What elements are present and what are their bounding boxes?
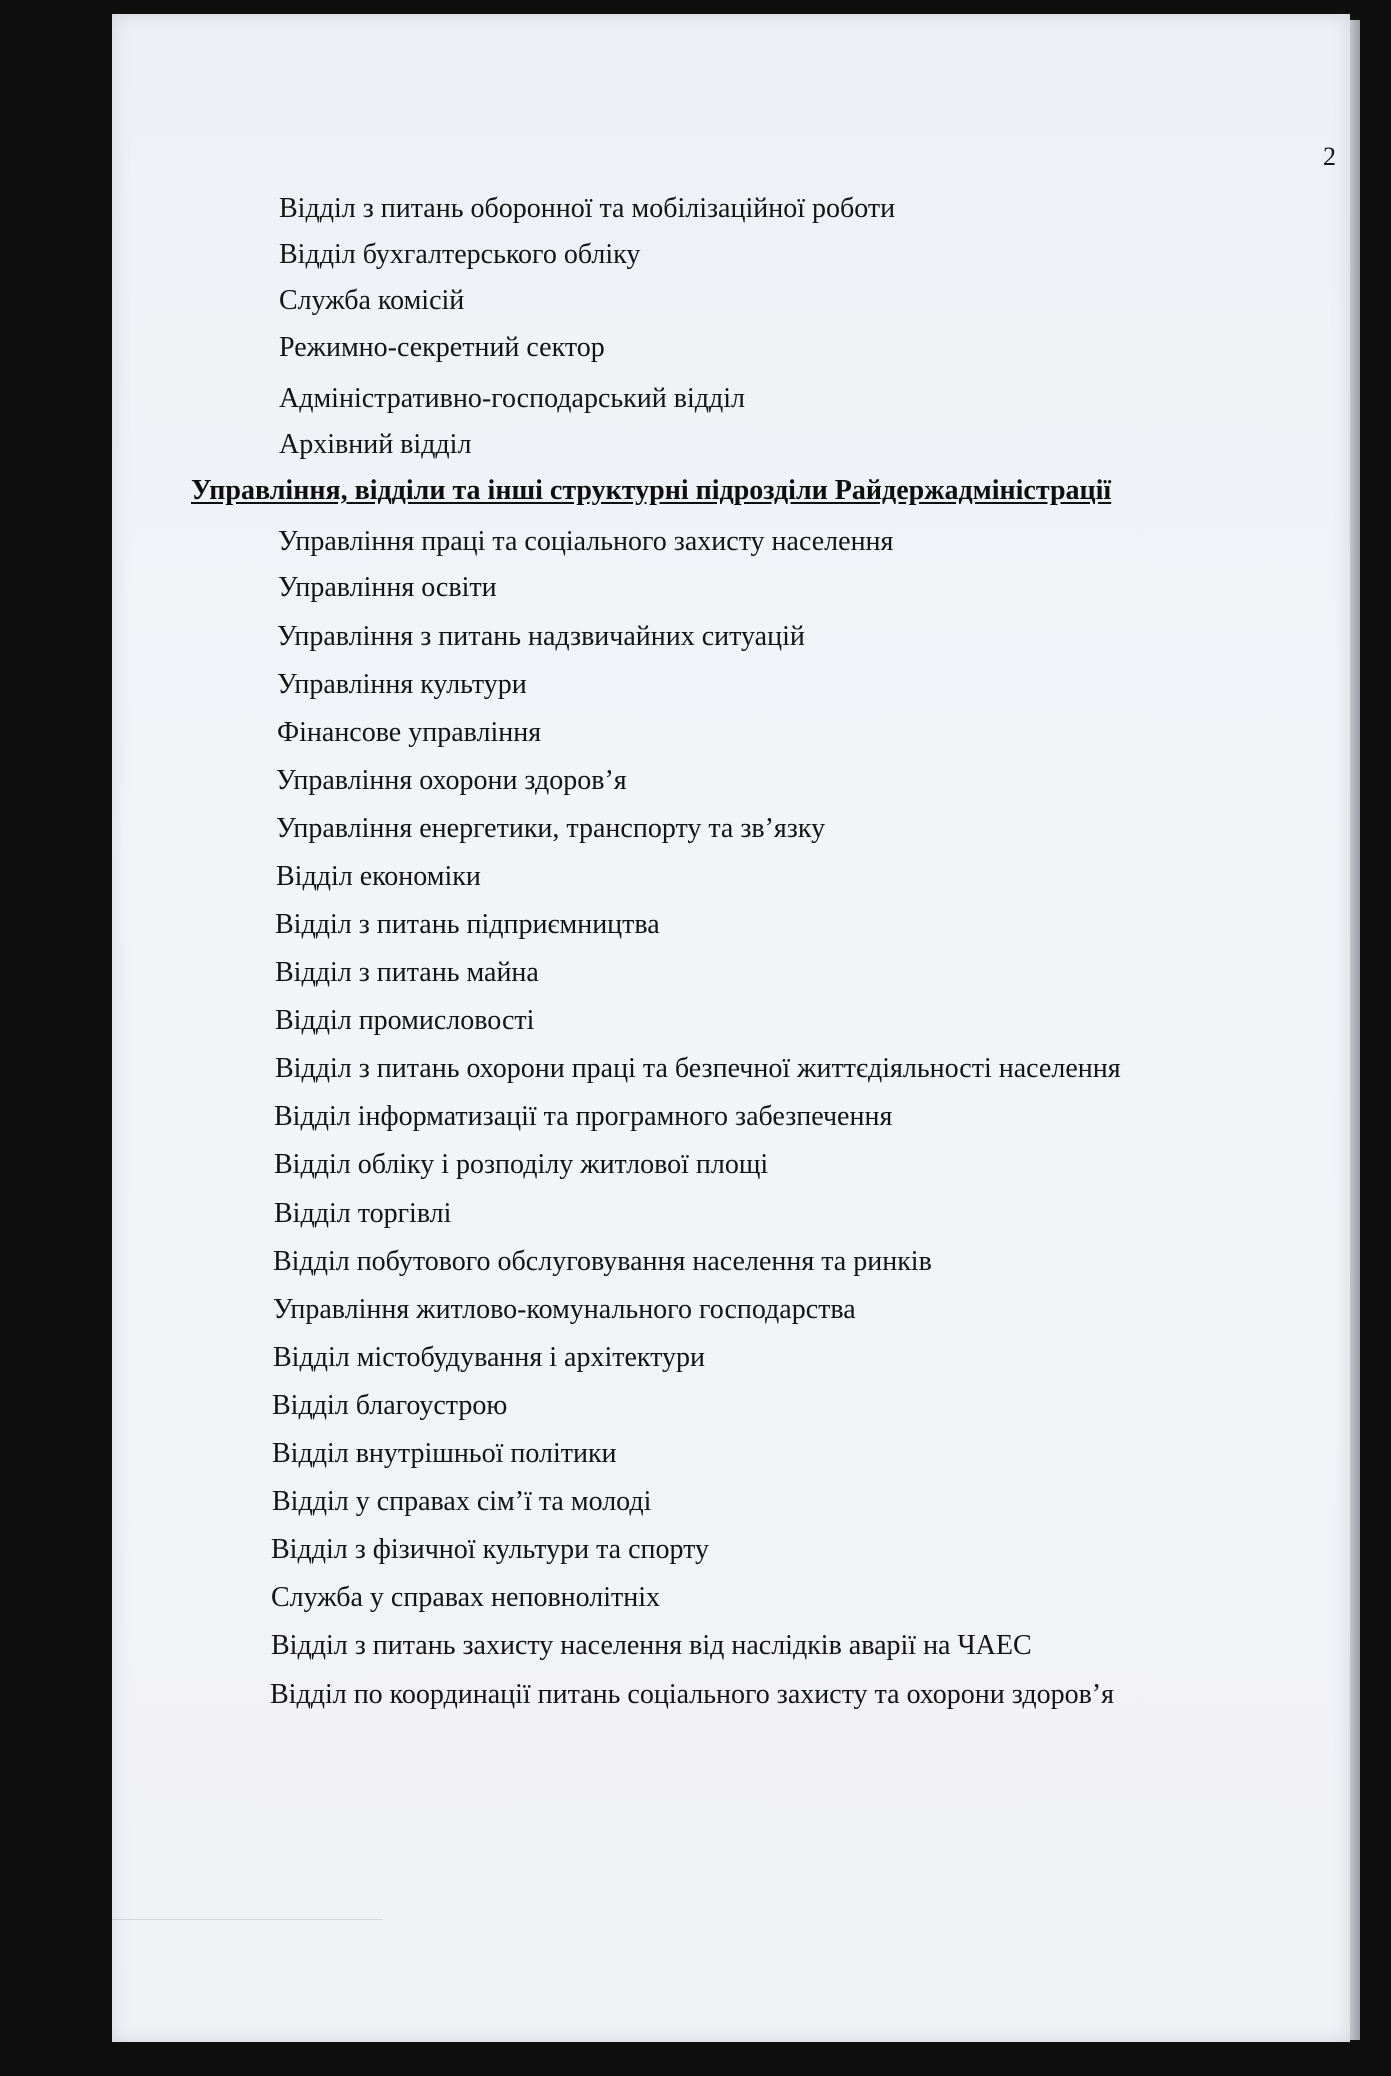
list-item: Відділ бухгалтерського обліку xyxy=(279,239,641,270)
list-item: Відділ торгівлі xyxy=(274,1198,452,1229)
page-number: 2 xyxy=(1323,142,1336,171)
list-item: Управління праці та соціального захисту населення xyxy=(278,526,894,557)
list-item: Відділ економіки xyxy=(276,861,481,892)
list-item: Відділ інформатизації та програмного забезпечення xyxy=(274,1101,893,1132)
list-item: Відділ промисловості xyxy=(275,1005,535,1036)
list-item: Управління культури xyxy=(277,669,527,700)
list-item: Управління освіти xyxy=(278,572,497,603)
list-item: Архівний відділ xyxy=(279,429,472,460)
list-item: Відділ з питань оборонної та мобілізаційної роботи xyxy=(279,193,896,224)
section-heading: Управління, відділи та інші структурні підрозділи Райдержадміністрації xyxy=(191,475,1112,506)
list-item: Відділ благоустрою xyxy=(272,1390,508,1421)
list-item: Адміністративно-господарський відділ xyxy=(279,383,745,414)
list-item: Управління житлово-комунального господарства xyxy=(273,1294,856,1325)
document-page xyxy=(112,14,1350,2042)
list-item: Відділ побутового обслуговування населення та ринків xyxy=(273,1246,932,1277)
list-item: Служба комісій xyxy=(279,285,465,316)
list-item: Відділ з питань майна xyxy=(275,957,539,988)
list-item: Управління охорони здоров’я xyxy=(276,765,627,796)
list-item: Відділ містобудування і архітектури xyxy=(273,1342,706,1373)
list-item: Відділ внутрішньої політики xyxy=(272,1438,617,1469)
list-item: Відділ з фізичної культури та спорту xyxy=(271,1534,709,1565)
list-item: Режимно-секретний сектор xyxy=(279,332,605,363)
list-item: Відділ з питань охорони праці та безпечної життєдіяльності населення xyxy=(275,1053,1121,1084)
list-item: Служба у справах неповнолітніх xyxy=(271,1582,661,1613)
department-list xyxy=(112,14,1350,2042)
list-item: Управління енергетики, транспорту та зв’язку xyxy=(276,813,826,844)
list-item: Відділ з питань захисту населення від наслідків аварії на ЧАЕС xyxy=(271,1630,1032,1661)
list-item: Управління з питань надзвичайних ситуацій xyxy=(277,621,805,652)
list-item: Відділ обліку і розподілу житлової площі xyxy=(274,1149,769,1180)
list-item: Відділ з питань підприємництва xyxy=(275,909,660,940)
list-item: Фінансове управління xyxy=(277,717,542,748)
list-item: Відділ по координації питань соціального захисту та охорони здоров’я xyxy=(270,1679,1114,1710)
list-item: Відділ у справах сім’ї та молоді xyxy=(272,1486,652,1517)
